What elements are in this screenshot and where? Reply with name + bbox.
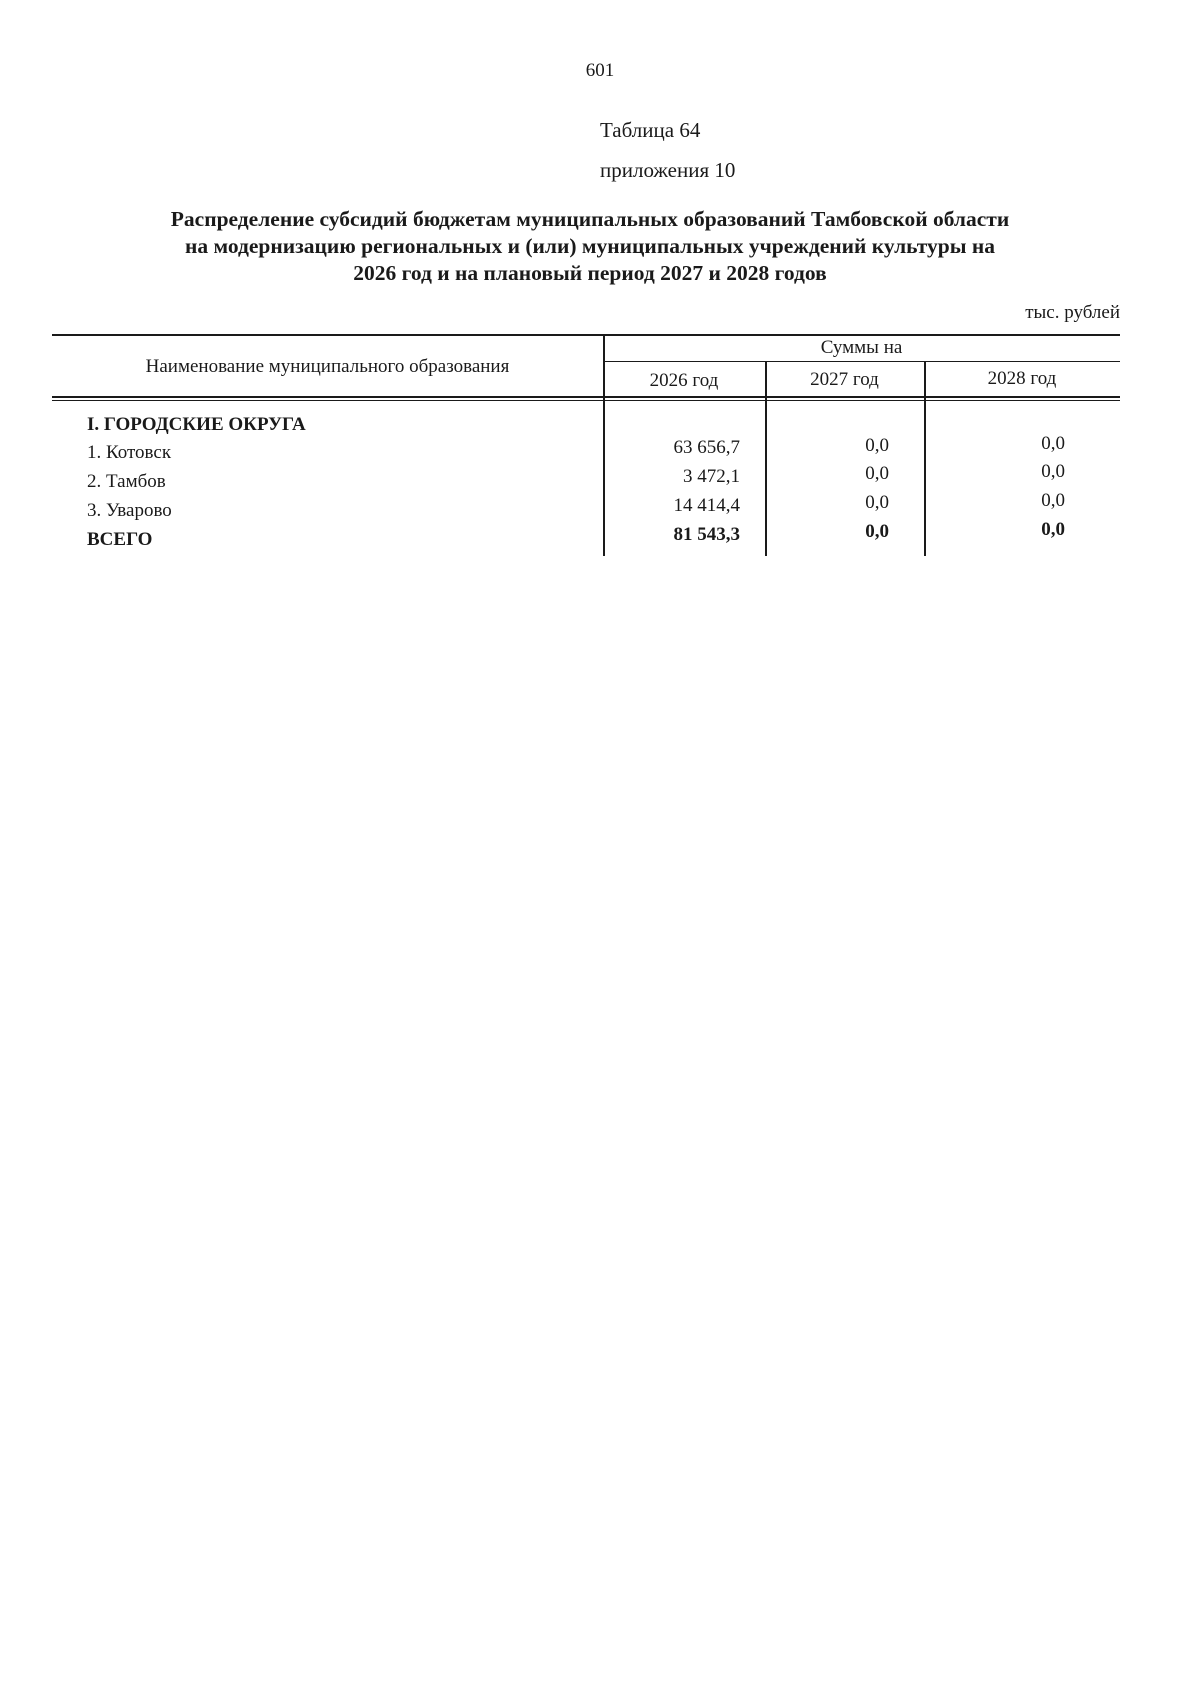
total-value-2028: 0,0 (1041, 519, 1065, 540)
year-header-2026: 2026 год (649, 370, 719, 391)
title-line-1: Распределение субсидий бюджетам муниципальных образований Тамбовской области (170, 207, 1010, 231)
title-line-2: на модернизацию региональных и (или) муниципальных учреждений культуры на (185, 234, 995, 258)
units-label: тыс. рублей (1025, 302, 1120, 323)
header-bottom-rule (52, 396, 1120, 398)
year-header-2028: 2028 год (987, 368, 1057, 389)
sums-header-rule (603, 361, 1120, 362)
name-column-header: Наименование муниципального образования (145, 356, 510, 377)
row-value-2028: 0,0 (1041, 461, 1065, 482)
title-line-3: 2026 год и на плановый период 2027 и 2028 годов (353, 261, 827, 285)
row-value-2026: 3 472,1 (683, 466, 740, 487)
page-number: 601 (585, 60, 615, 81)
row-value-2027: 0,0 (865, 435, 889, 456)
table-number: Таблица 64 (600, 118, 701, 142)
total-value-2027: 0,0 (865, 521, 889, 542)
subsidy-table (52, 334, 1120, 556)
row-value-2026: 14 414,4 (673, 495, 740, 516)
row-name-tambov: 2. Тамбов (87, 471, 166, 492)
row-name-kotovsk: 1. Котовск (87, 442, 172, 463)
total-label: ВСЕГО (87, 529, 153, 550)
row-value-2028: 0,0 (1041, 490, 1065, 511)
row-name-uvarovo: 3. Уварово (87, 500, 172, 521)
row-value-2027: 0,0 (865, 463, 889, 484)
appendix-reference: приложения 10 (600, 158, 736, 182)
header-bottom-rule-second (52, 400, 1120, 401)
section-heading: I. ГОРОДСКИЕ ОКРУГА (87, 414, 306, 435)
row-value-2027: 0,0 (865, 492, 889, 513)
row-value-2026: 63 656,7 (673, 437, 740, 458)
table-top-rule (52, 334, 1120, 336)
sums-header: Суммы на (820, 337, 903, 358)
row-value-2028: 0,0 (1041, 433, 1065, 454)
total-value-2026: 81 543,3 (673, 524, 740, 545)
document-title (100, 206, 1080, 287)
year-header-2027: 2027 год (810, 369, 879, 390)
